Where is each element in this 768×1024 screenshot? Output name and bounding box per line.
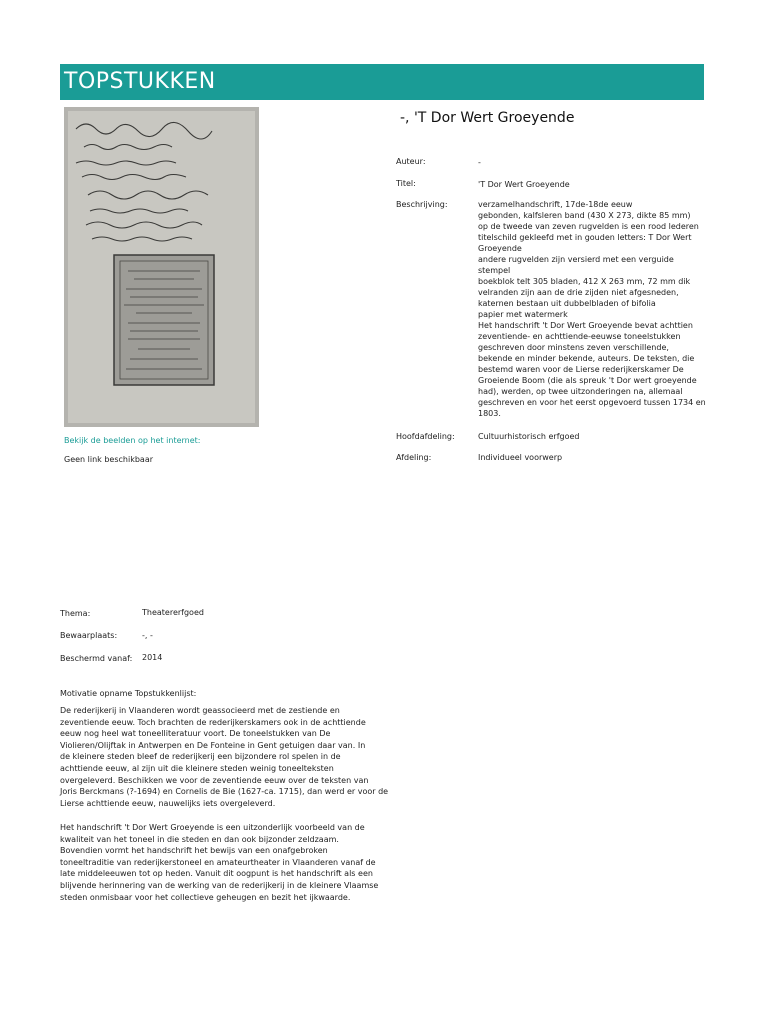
beschrijving-line: had), werden, op twee uitzonderingen na, allemaal (478, 387, 683, 396)
paragraph-line: eeuw nog heel wat toneelliteratuur voort. De toneelstukken van De (60, 729, 331, 739)
paragraph-line: De rederijkerij in Vlaanderen wordt geassocieerd met de zestiende en (60, 706, 340, 715)
paragraph-line: blijvende herinnering van de werking van de rederijkerij in de kleinere Vlaamse (60, 880, 379, 890)
beschrijving-line: papier met watermerk (478, 310, 568, 319)
paragraph-line: late middeleeuwen tot op heden. Vanuit dit oogpunt is het handschrift als een (60, 869, 373, 879)
paragraph-line: Bovendien vormt het handschrift het bewijs van een onafgebroken (60, 846, 328, 856)
beschrijving-line: andere rugvelden zijn versierd met een verguide (478, 255, 674, 264)
manuscript-photo (64, 107, 259, 427)
paragraph-line: zeventiende eeuw. Toch brachten de rederijkerskamers ook in de achttiende (60, 717, 366, 727)
bewaarplaats-label: Bewaarplaats: (60, 631, 118, 640)
beschrijving-line: geschreven door minstens zeven verschillende, (478, 343, 669, 352)
paragraph-line: Violieren/Olijftak in Antwerpen en De Fonteine in Gent getuigen daar van. In (60, 740, 366, 750)
paragraph-line: Joris Berckmans (?-1694) en Cornelis de Bie (1627-ca. 1715), dan werd er voor de (60, 787, 389, 797)
thema-label: Thema: (60, 609, 91, 618)
beschermd-label: Beschermd vanaf: (60, 654, 133, 663)
auteur-label: Auteur: (396, 157, 426, 166)
no-link-text: Geen link beschikbaar (64, 455, 154, 464)
motivatie-heading: Motivatie opname Topstukkenlijst: (60, 689, 197, 698)
beschrijving-line: Groeyende (478, 244, 522, 253)
beschrijving-line: bekende en minder bekende, auteurs. De teksten, die (478, 354, 695, 363)
beschrijving-line: gebonden, kalfsleren band (430 X 273, dikte 85 mm) (478, 211, 691, 220)
beschrijving-line: boekblok telt 305 bladen, 412 X 263 mm, 72 mm dik (478, 277, 691, 286)
paragraph-line: Het handschrift 't Dor Wert Groeyende is een uitzonderlijk voorbeeld van de (60, 823, 365, 832)
header-banner (60, 64, 704, 100)
page-title: TOPSTUKKEN (64, 69, 216, 94)
titel-value: 'T Dor Wert Groeyende (478, 180, 570, 189)
beschrijving-line: velranden zijn aan de drie zijden niet afgesneden, (478, 288, 679, 297)
paragraph-line: steden onmisbaar voor het collectieve geheugen en bezit het ijkwaarde. (60, 892, 351, 902)
paragraph-line: de kleinere steden bleef de rederijkerij een bijzondere rol spelen in de (60, 752, 341, 762)
auteur-value: - (478, 158, 481, 167)
beschrijving-line: Groeiende Boom (die als spreuk 't Dor wert groeyende (478, 376, 697, 385)
beschrijving-value (478, 199, 706, 419)
beschrijving-line: bestemd waren voor de Lierse rederijkerskamer De (478, 365, 684, 374)
hoofdafdeling-value: Cultuurhistorisch erfgoed (478, 432, 580, 441)
motivatie-paragraph-1 (60, 705, 389, 809)
beschrijving-line: Het handschrift 't Dor Wert Groeyende bevat achttien (478, 321, 693, 330)
thema-value: Theatererfgoed (142, 608, 204, 617)
beschrijving-label: Beschrijving: (396, 200, 448, 209)
paragraph-line: kwaliteit van het toneel in die steden en dan ook bijzonder zeldzaam. (60, 834, 339, 844)
beschrijving-line: geschreven en voor het eerst opgevoerd tussen 1734 en (478, 398, 706, 407)
internet-link-label[interactable]: Bekijk de beelden op het internet: (64, 436, 201, 445)
afdeling-value: Individueel voorwerp (478, 453, 563, 462)
beschrijving-line: titelschild gekleefd met in gouden letters: T Dor Wert (478, 233, 692, 242)
beschrijving-line: verzamelhandschrift, 17de-18de eeuw (478, 200, 633, 209)
paragraph-line: overgeleverd. Beschikken we voor de zeventiende eeuw over de teksten van (60, 775, 369, 785)
bewaarplaats-value: -, - (142, 631, 153, 640)
beschrijving-line: op de tweede van zeven rugvelden is een rood lederen (478, 222, 699, 231)
hoofdafdeling-label: Hoofdafdeling: (396, 432, 455, 441)
beschrijving-line: stempel (478, 266, 511, 275)
paragraph-line: toneeltraditie van rederijkerstoneel en amateurtheater in Vlaanderen vanaf de (60, 857, 376, 867)
beschrijving-line: katernen bestaan uit dubbelbladen of bifolia (478, 299, 656, 308)
manuscript-image (64, 107, 259, 427)
beschrijving-line: zeventiende- en achttiende-eeuwse toneelstukken (478, 332, 681, 341)
paragraph-line: Lierse achttiende eeuw, nauwelijks iets overgeleverd. (60, 798, 276, 808)
paragraph-line: achttiende eeuw, al zijn uit die kleinere steden weinig toneelteksten (60, 763, 334, 773)
motivatie-paragraph-2 (60, 822, 379, 903)
object-title: -, 'T Dor Wert Groeyende (400, 110, 575, 126)
titel-label: Titel: (396, 179, 416, 188)
afdeling-label: Afdeling: (396, 453, 432, 462)
beschrijving-line: 1803. (478, 409, 501, 418)
beschermd-value: 2014 (142, 653, 163, 662)
